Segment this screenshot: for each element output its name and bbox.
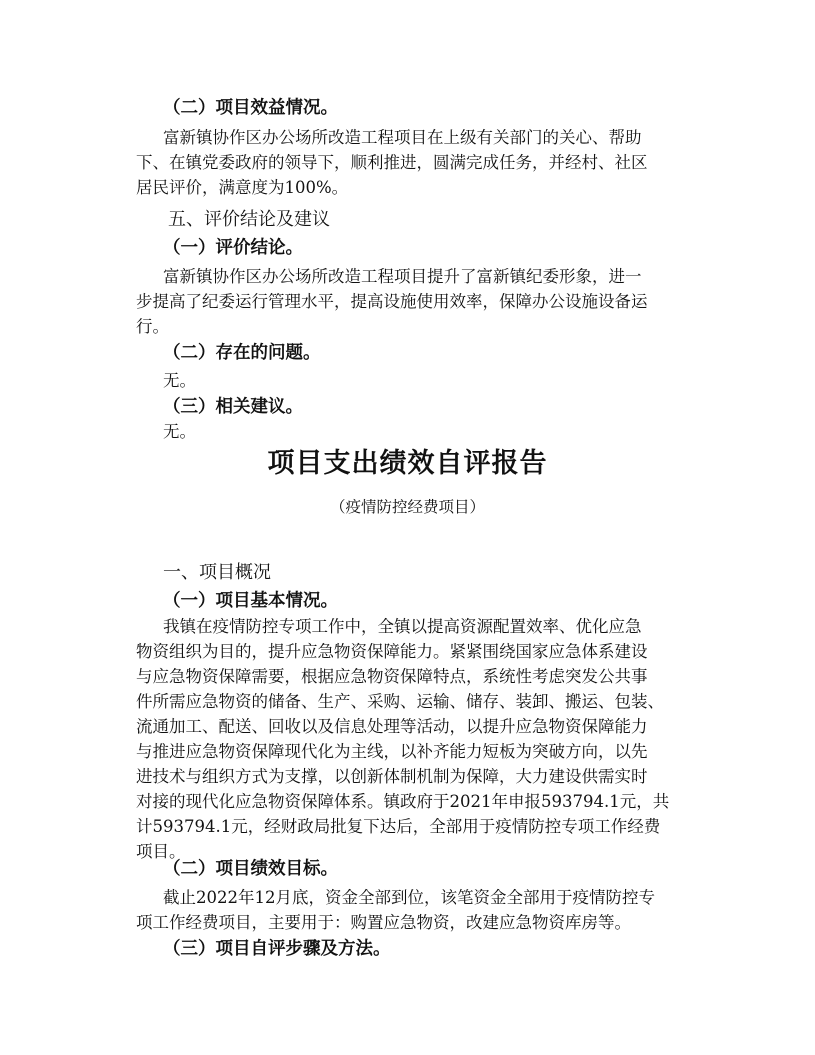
conclusion-line-2: 步提高了纪委运行管理水平，提高设施使用效率，保障办公设施设备运	[136, 292, 648, 311]
basic-info-line-4: 件所需应急物资的储备、生产、采购、运输、储存、装卸、搬运、包装、	[136, 692, 664, 711]
basic-info-line-10: 项目。	[136, 842, 186, 861]
benefit-line-2: 下、在镇党委政府的领导下，顺利推进，圆满完成任务，并经村、社区	[136, 153, 648, 172]
basic-info-line-8: 对接的现代化应急物资保障体系。镇政府于2021年申报593794.1元，共	[136, 792, 670, 811]
basic-info-line-1: 我镇在疫情防控专项工作中，全镇以提高资源配置效率、优化应急	[163, 617, 642, 636]
basic-info-heading: （一）项目基本情况。	[163, 591, 338, 611]
basic-info-line-9: 计593794.1元，经财政局批复下达后，全部用于疫情防控专项工作经费	[136, 817, 661, 836]
targets-heading: （二）项目绩效目标。	[163, 859, 338, 879]
basic-info-line-5: 流通加工、配送、回收以及信息处理等活动，以提升应急物资保障能力	[136, 717, 648, 736]
problems-text: 无。	[163, 371, 196, 390]
report-subtitle: （疫情防控经费项目）	[329, 498, 485, 516]
conclusion-heading: （一）评价结论。	[163, 238, 303, 258]
self-eval-heading: （三）项目自评步骤及方法。	[163, 939, 391, 959]
suggestions-text: 无。	[163, 422, 196, 441]
basic-info-line-6: 与推进应急物资保障现代化为主线，以补齐能力短板为突破方向，以先	[136, 742, 648, 761]
basic-info-line-7: 进技术与组织方式为支撑，以创新体制机制为保障，大力建设供需实时	[136, 767, 648, 786]
problems-heading: （二）存在的问题。	[163, 343, 321, 363]
benefit-heading: （二）项目效益情况。	[163, 98, 338, 118]
benefit-line-1: 富新镇协作区办公场所改造工程项目在上级有关部门的关心、帮助	[163, 128, 642, 147]
conclusion-line-3: 行。	[136, 317, 169, 336]
basic-info-line-2: 物资组织为目的，提升应急物资保障能力。紧紧围绕国家应急体系建设	[136, 642, 648, 661]
suggestions-heading: （三）相关建议。	[163, 397, 303, 417]
targets-line-1: 截止2022年12月底，资金全部到位，该笔资金全部用于疫情防控专	[163, 888, 655, 907]
section-five-heading: 五、评价结论及建议	[168, 209, 330, 230]
targets-line-2: 项工作经费项目，主要用于：购置应急物资，改建应急物资库房等。	[136, 913, 631, 932]
basic-info-line-3: 与应急物资保障需要，根据应急物资保障特点，系统性考虑突发公共事	[136, 667, 648, 686]
section-one-heading: 一、项目概况	[163, 562, 271, 583]
report-title: 项目支出绩效自评报告	[267, 448, 548, 479]
conclusion-line-1: 富新镇协作区办公场所改造工程项目提升了富新镇纪委形象，进一	[163, 267, 642, 286]
benefit-line-3: 居民评价，满意度为100%。	[136, 178, 349, 197]
